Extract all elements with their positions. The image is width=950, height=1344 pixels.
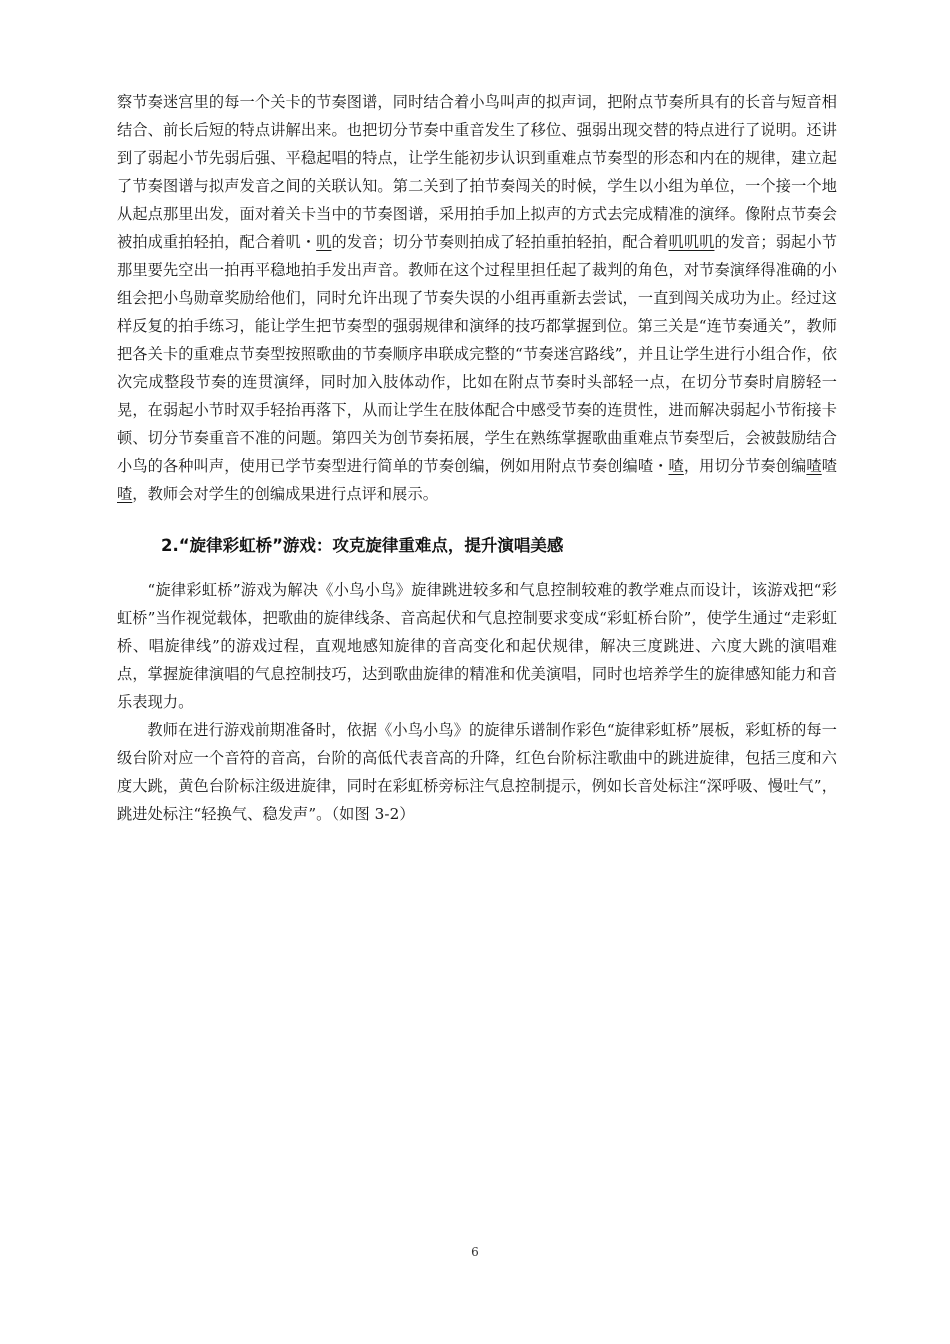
text-segment: ，用切分节奏创编 [683, 457, 807, 475]
paragraph-melody-game-preparation: 教师在进行游戏前期准备时，依据《小鸟小鸟》的旋律乐谱制作彩色“旋律彩虹桥”展板，彩虹桥的每一级台阶对应一个音符的音高，台阶的高低代表音高的升降，红色台阶标注歌曲中的跳进旋律，包括三度和六度大跳，黄色台阶标注级进旋律，同时在彩虹桥旁标注气息控制提示，例如长音处标注“深呼吸、慢吐气”，跳进处标注“轻换气、稳发声”。（如图 3-2） [117, 721, 837, 823]
underlined-syllable: 喳 [668, 457, 684, 475]
paragraph-melody-game-intro: “旋律彩虹桥”游戏为解决《小鸟小鸟》旋律跳进较多和气息控制较难的教学难点而设计，该游戏把“彩虹桥”当作视觉载体，把歌曲的旋律线条、音高起伏和气息控制要求变成“彩虹桥台阶”，使学生通过“走彩虹桥、唱旋律线”的游戏过程，直观地感知旋律的音高变化和起伏规律，解决三度跳进、六度大跳的演唱难点，掌握旋律演唱的气息控制技巧，达到歌曲旋律的精准和优美演唱，同时也培养学生的旋律感知能力和音乐表现力。 [117, 581, 837, 711]
underlined-syllable: 喳 [806, 457, 822, 475]
underlined-syllable: 叽 [316, 233, 332, 251]
text-segment: 察节奏迷宫里的每一个关卡的节奏图谱，同时结合着小鸟叫声的拟声词，把附点节奏所具有的长音与短音相结合、前长后短的特点讲解出来。也把切分节奏中重音发生了移位、强弱出现交替的特点进行了说明。还讲到了弱起小节先弱后强、平稳起唱的特点，让学生能初步认识到重难点节奏型的形态和内在的规律，建立起了节奏图谱与拟声发音之间的关联认知。第二关到了拍节奏闯关的时候，学生以小组为单位，一个接一个地从起点那里出发，面对着关卡当中的节奏图谱，采用拍手加上拟声的方式去完成精准的演绎。像附点节奏会被拍成重拍轻拍，配合着叽・ [117, 93, 837, 251]
text-segment: 喳 [821, 457, 837, 475]
text-segment: 的发音；切分节奏则拍成了轻拍重拍轻拍，配合着 [331, 233, 669, 251]
page-number: 6 [471, 1245, 479, 1259]
body-content [117, 88, 837, 828]
underlined-syllables: 叽叽叽 [668, 233, 715, 251]
text-segment: ，教师会对学生的创编成果进行点评和展示。 [132, 485, 439, 503]
paragraph-rhythm-maze-continuation [117, 88, 837, 508]
section-heading: 2.“旋律彩虹桥”游戏：攻克旋律重难点，提升演唱美感 [161, 536, 564, 555]
text-segment: 的发音；弱起小节那里要先空出一拍再平稳地拍手发出声音。教师在这个过程里担任起了裁判的角色，对节奏演绎得准确的小组会把小鸟勋章奖励给他们，同时允许出现了节奏失误的小组再重新去尝试，一直到闯关成功为止。经过这样反复的拍手练习，能让学生把节奏型的强弱规律和演绎的技巧都掌握到位。第三关是“连节奏通关”，教师把各关卡的重难点节奏型按照歌曲的节奏顺序串联成完整的“节奏迷宫路线”，并且让学生进行小组合作，依次完成整段节奏的连贯演绎，同时加入肢体动作，比如在附点节奏时头部轻一点，在切分节奏时肩膀轻一晃，在弱起小节时双手轻抬再落下，从而让学生在肢体配合中感受节奏的连贯性，进而解决弱起小节衔接卡顿、切分节奏重音不准的问题。第四关为创节奏拓展，学生在熟练掌握歌曲重难点节奏型后，会被鼓励结合小鸟的各种叫声，使用已学节奏型进行简单的节奏创编，例如用附点节奏创编喳・ [117, 233, 838, 475]
underlined-syllable: 喳 [117, 485, 133, 503]
